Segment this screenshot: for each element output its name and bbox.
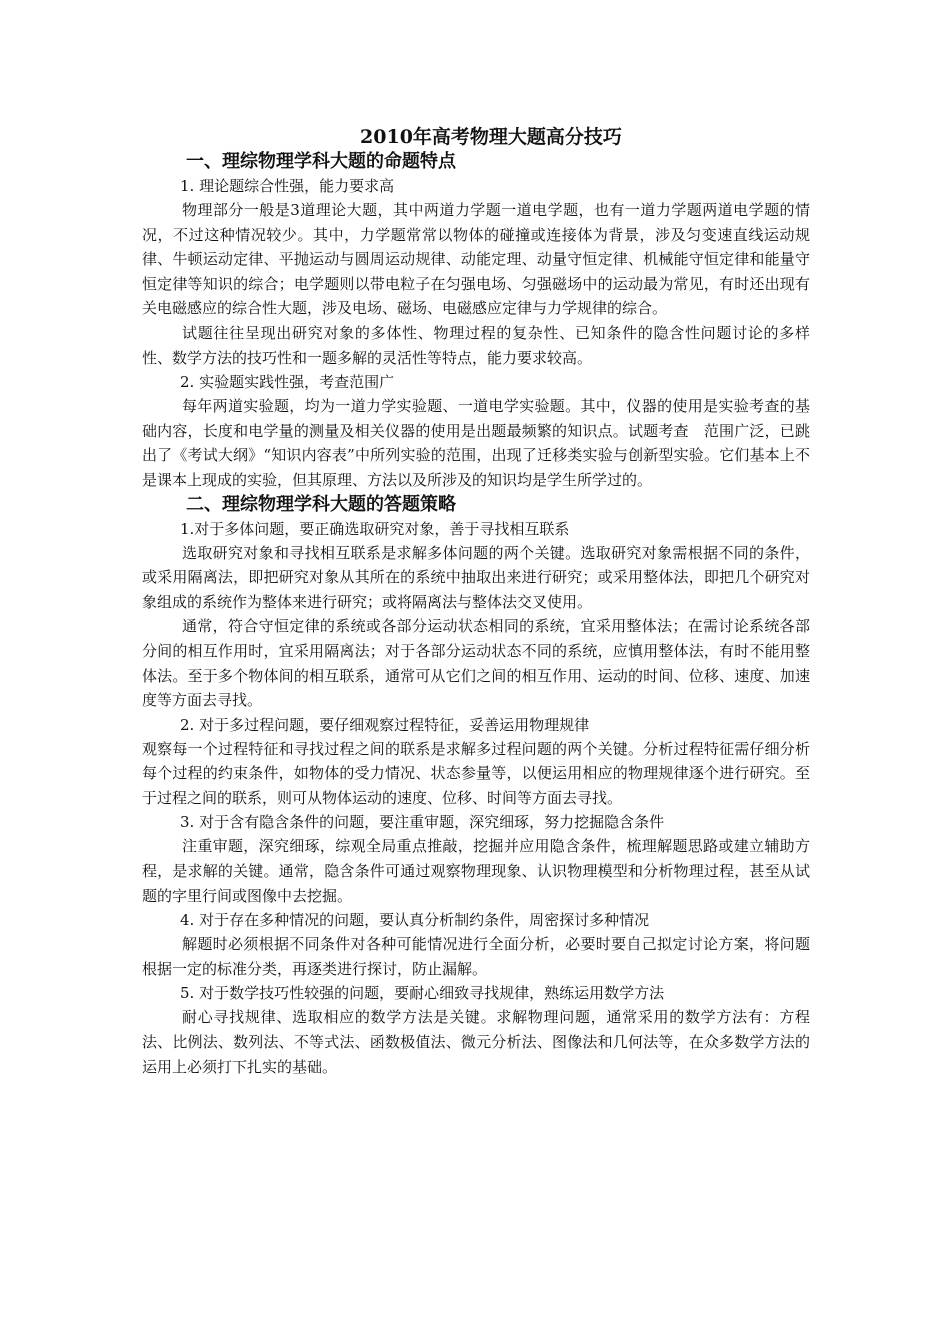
- section2-sub5: 5. 对于数学技巧性较强的问题，要耐心细致寻找规律，熟练运用数学方法: [180, 984, 665, 1003]
- section2-paragraph: 解题时必须根据不同条件对各种可能情况进行全面分析，必要时要自己拟定讨论方案，将问题根据一定的标准分类，再逐类进行探讨，防止漏解。: [142, 935, 810, 978]
- document-page: [142, 124, 810, 1079]
- section2-paragraph: 观察每一个过程特征和寻找过程之间的联系是求解多过程问题的两个关键。分析过程特征需仔细分析每个过程的约束条件，如物体的受力情况、状态参量等，以便运用相应的物理规律逐个进行研究。至于过程之间的联系，则可从物体运动的速度、位移、时间等方面去寻找。: [142, 739, 810, 807]
- section1-sub2: 2. 实验题实践性强，考查范围广: [180, 373, 395, 392]
- section2-sub3: 3. 对于含有隐含条件的问题，要注重审题，深究细琢，努力挖掘隐含条件: [180, 813, 665, 832]
- section2-paragraph: 选取研究对象和寻找相互联系是求解多体问题的两个关键。选取研究对象需根据不同的条件，或采用隔离法，即把研究对象从其所在的系统中抽取出来进行研究；或采用整体法，即把几个研究对象组成的系统作为整体来进行研究；或将隔离法与整体法交叉使用。: [142, 543, 810, 611]
- section2-paragraph: 通常，符合守恒定律的系统或各部分运动状态相同的系统，宜采用整体法；在需讨论系统各部分间的相互作用时，宜采用隔离法；对于各部分运动状态不同的系统，应慎用整体法，有时不能用整体法。至于多个物体间的相互联系，通常可从它们之间的相互作用、运动的时间、位移、速度、加速度等方面去寻找。: [142, 617, 810, 710]
- section2-heading: 二、理综物理学科大题的答题策略: [186, 493, 456, 515]
- section1-heading: 一、理综物理学科大题的命题特点: [186, 151, 456, 172]
- section1-paragraph: 试题往往呈现出研究对象的多体性、物理过程的复杂性、已知条件的隐含性问题讨论的多样性、数学方法的技巧性和一题多解的灵活性等特点，能力要求较高。: [142, 323, 810, 367]
- section2-sub1: 1.对于多体问题，要正确选取研究对象，善于寻找相互联系: [180, 519, 570, 538]
- section2-sub2: 2. 对于多过程问题，要仔细观察过程特征，妥善运用物理规律: [180, 715, 590, 734]
- document-title: 2010年高考物理大题高分技巧: [360, 126, 622, 148]
- section1-paragraph: 每年两道实验题，均为一道力学实验题、一道电学实验题。其中，仪器的使用是实验考查的基础内容，长度和电学量的测量及相关仪器的使用是出题最频繁的知识点。试题考查 范围广泛，已跳出了《考试大纲》“知识内容表”中所列实验的范围，出现了迁移类实验与创新型实验。它们基本上不是课本上现成的实验，但其原理、方法以及所涉及的知识均是学生所学过的。: [142, 397, 810, 489]
- section1-paragraph: 物理部分一般是3道理论大题，其中两道力学题一道电学题，也有一道力学题两道电学题的情况，不过这种情况较少。其中，力学题常常以物体的碰撞或连接体为背景，涉及匀变速直线运动规律、牛顿运动定律、平抛运动与圆周运动规律、动能定理、动量守恒定律、机械能守恒定律和能量守恒定律等知识的综合；电学题则以带电粒子在匀强电场、匀强磁场中的运动最为常见，有时还出现有关电磁感应的综合性大题，涉及电场、磁场、电磁感应定律与力学规律的综合。: [142, 201, 810, 318]
- section2-paragraph: 耐心寻找规律、选取相应的数学方法是关键。求解物理问题，通常采用的数学方法有：方程法、比例法、数列法、不等式法、函数极值法、微元分析法、图像法和几何法等，在众多数学方法的运用上必须打下扎实的基础。: [142, 1008, 810, 1076]
- section2-paragraph: 注重审题，深究细琢，综观全局重点推敲，挖掘并应用隐含条件，梳理解题思路或建立辅助方程，是求解的关键。通常，隐含条件可通过观察物理现象、认识物理模型和分析物理过程，甚至从试题的字里行间或图像中去挖掘。: [142, 837, 810, 905]
- section2-sub4: 4. 对于存在多种情况的问题，要认真分析制约条件，周密探讨多种情况: [180, 911, 650, 930]
- section1-sub1: 1. 理论题综合性强，能力要求高: [180, 177, 395, 195]
